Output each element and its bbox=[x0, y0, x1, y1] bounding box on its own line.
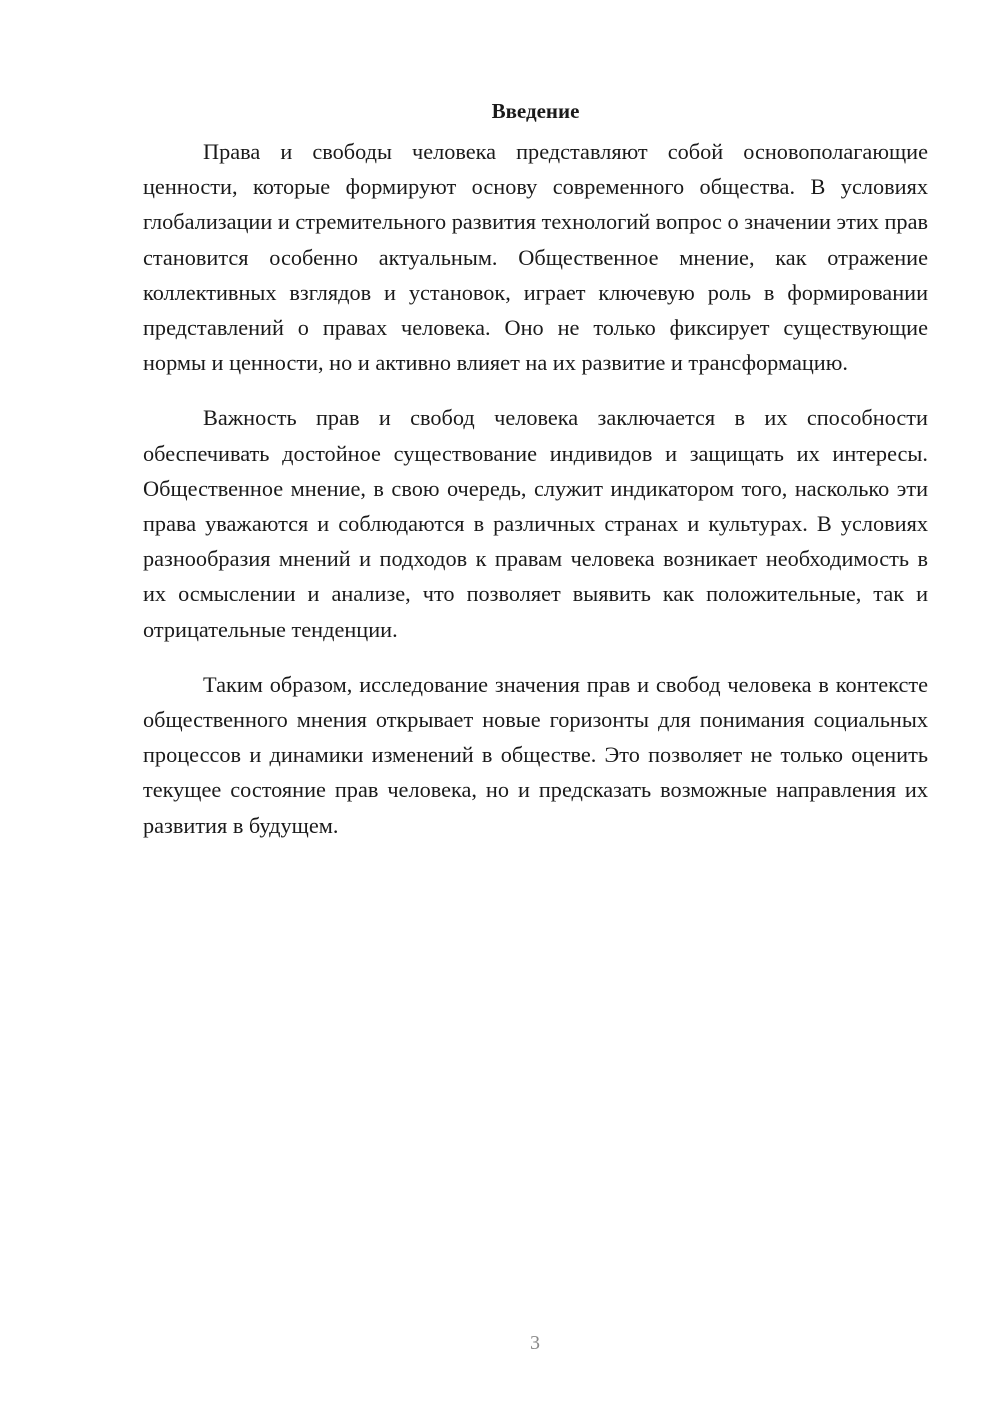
paragraph-1: Права и свободы человека представляют собой основополагающие ценности, которые формируют основу современного общества. В условиях глобализации и стремительного развития технологий вопрос о значении этих прав становится особенно актуальным. Общественное мнение, как отражение коллективных взглядов и установок, играет ключевую роль в формировании представлений о правах человека. Оно не только фиксирует существующие нормы и ценности, но и активно влияет на их развитие и трансформацию. bbox=[143, 139, 928, 376]
page-number: 3 bbox=[530, 1332, 540, 1354]
page-content bbox=[143, 96, 928, 863]
paragraph-3: Таким образом, исследование значения прав и свобод человека в контексте общественного мнения открывает новые горизонты для понимания социальных процессов и динамики изменений в обществе. Это позволяет не только оценить текущее состояние прав человека, но и предсказать возможные направления их развития в будущем. bbox=[143, 671, 928, 838]
paragraph-2: Важность прав и свобод человека заключается в их способности обеспечивать достойное существование индивидов и защищать их интересы. Общественное мнение, в свою очередь, служит индикатором того, насколько эти права уважаются и соблюдаются в различных странах и культурах. В условиях разнообразия мнений и подходов к правам человека возникает необходимость в их осмыслении и анализе, что позволяет выявить как положительные, так и отрицательные тенденции. bbox=[143, 405, 928, 642]
section-heading: Введение bbox=[491, 99, 580, 123]
